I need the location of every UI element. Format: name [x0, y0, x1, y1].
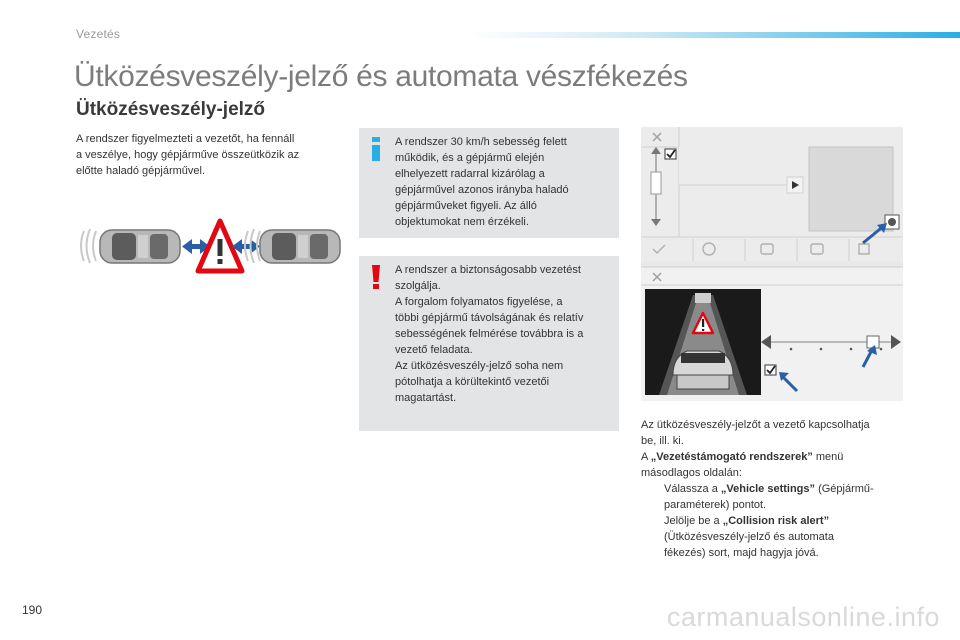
option-name: „Collision risk alert” [722, 515, 830, 527]
touchscreen-illustration [641, 127, 903, 401]
text-fragment: A [641, 451, 651, 463]
p1-line: Az ütközésveszély-jelzőt a vezető kapcsolhatja [641, 419, 870, 431]
activation-instructions [641, 417, 906, 561]
info-line: objektumokat nem érzékeli. [395, 216, 529, 228]
p2-line: másodlagos oldalán: [641, 467, 742, 479]
radar-waves-left [81, 229, 96, 263]
section-subtitle: Ütközésveszély-jelző [76, 99, 266, 120]
step-line: fékezés) sort, majd hagyja jóvá. [664, 547, 819, 559]
preview-car-front-icon [673, 351, 733, 389]
warning-line: vezető feladata. [395, 344, 473, 356]
warning-line: sebességének felmérése továbbra is a [395, 328, 584, 340]
instruction-step [641, 481, 906, 513]
warning-line: A rendszer a biztonságosabb vezetést [395, 264, 581, 276]
text-fragment: (Gépjármű- [815, 483, 874, 495]
warning-line: A forgalom folyamatos figyelése, a [395, 296, 563, 308]
bullet-symbol [641, 481, 664, 513]
intro-line: A rendszer figyelmezteti a vezetőt, ha fennáll [76, 133, 295, 145]
text-fragment: menü [812, 451, 844, 463]
text-fragment: Jelölje be a [664, 515, 723, 527]
page-number: 190 [22, 603, 43, 617]
step-line: paraméterek) pontot. [664, 499, 767, 511]
watermark: carmanualsonline.info [666, 602, 940, 632]
car-left-icon [100, 230, 180, 263]
collision-illustration [70, 213, 345, 278]
touchscreen-screens [641, 127, 903, 401]
warning-box [359, 256, 619, 431]
info-line: gépjárművel azonos irányba haladó [395, 184, 569, 196]
menu-reference [641, 449, 906, 465]
exclamation-icon [367, 264, 385, 290]
warning-line: szolgálja. [395, 280, 441, 292]
intro-line: a veszélye, hogy gépjárműve összeütközik az [76, 149, 300, 161]
settings-car-icon [885, 215, 899, 229]
warning-line: Az ütközésveszély-jelző soha nem [395, 360, 564, 372]
section-label: Vezetés [76, 27, 121, 41]
info-line: A rendszer 30 km/h sebesség felett [395, 136, 567, 148]
info-box [359, 128, 619, 238]
text-fragment: Válassza a [664, 483, 721, 495]
intro-line: előtte haladó gépjárművel. [76, 165, 206, 177]
menu-name: „Vezetéstámogató rendszerek” [650, 451, 813, 463]
p1-line: be, ill. ki. [641, 435, 684, 447]
option-name: „Vehicle settings” [720, 483, 816, 495]
warning-line: pótolhatja a körültekintő vezetői [395, 376, 550, 388]
info-line: gépjárműveket figyeli. Az álló [395, 200, 537, 212]
bullet-symbol [641, 513, 664, 561]
warning-line: magatartást. [395, 392, 457, 404]
step-line: (Ütközésveszély-jelző és automata [664, 531, 834, 543]
intro-paragraph [76, 131, 346, 179]
header-bar [470, 32, 960, 38]
info-line: működik, és a gépjármű elején [395, 152, 545, 164]
car-right-icon [260, 230, 340, 263]
warning-line: többi gépjármű távolságának és relatív [395, 312, 584, 324]
info-icon [367, 136, 385, 162]
page-title: Ütközésveszély-jelző és automata vészfékezés [74, 60, 688, 93]
info-line: elhelyezett radarral kizárólag a [395, 168, 545, 180]
instruction-step [641, 513, 906, 561]
